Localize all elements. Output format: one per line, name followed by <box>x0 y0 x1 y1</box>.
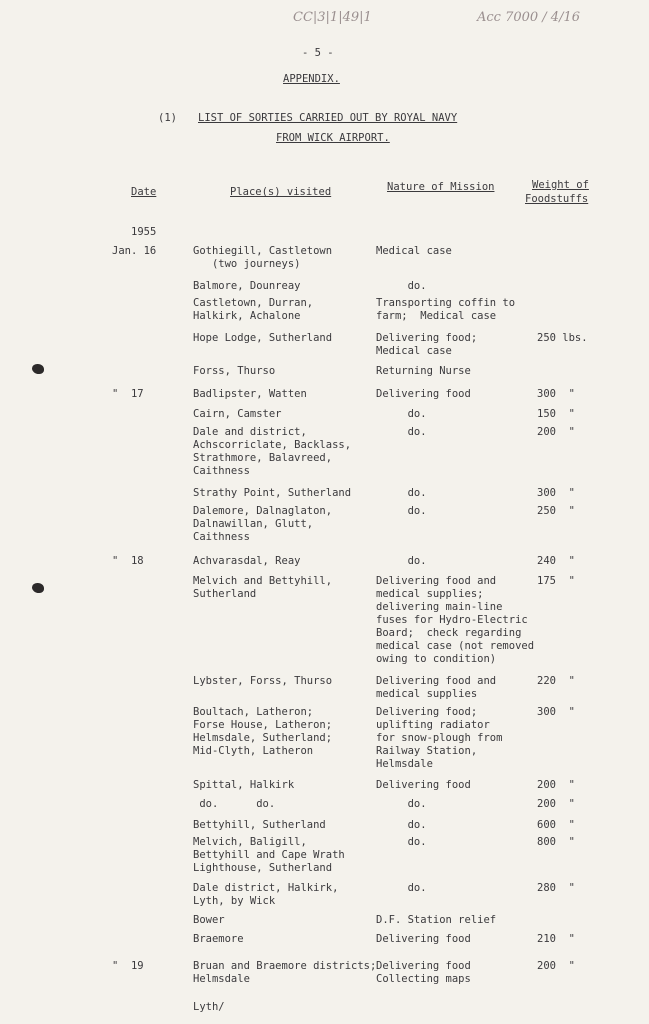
row-place-cell: Badlipster, Watten <box>193 388 307 400</box>
row-nature-cell: do. <box>376 426 427 438</box>
year-label: 1955 <box>131 226 157 238</box>
row-weight-cell: 220 " <box>537 675 575 687</box>
row-nature-cell: D.F. Station relief <box>376 914 497 926</box>
row-place-cell: Braemore <box>193 933 244 945</box>
row-weight-cell: 800 " <box>537 836 575 848</box>
row-date-cell: " 19 <box>112 960 144 972</box>
list-number: (1) <box>158 112 177 124</box>
row-place-cell: Dale and district, Achscorriclate, Backlass, Strathmore, Balavreed, Caithness <box>193 426 352 477</box>
row-place-cell: Spittal, Halkirk <box>193 779 295 791</box>
row-place-cell: Lybster, Forss, Thurso <box>193 675 333 687</box>
row-weight-cell: 200 " <box>537 779 575 791</box>
row-nature-cell: do. <box>376 408 427 420</box>
row-place-cell: Bruan and Braemore districts; Helmsdale <box>193 960 377 985</box>
row-nature-cell: Medical case <box>376 245 452 257</box>
row-nature-cell: Delivering food and medical supplies <box>376 675 497 700</box>
row-weight-cell: 150 " <box>537 408 575 420</box>
list-title-line-2: FROM WICK AIRPORT. <box>276 132 390 144</box>
column-header-place: Place(s) visited <box>230 186 332 198</box>
row-weight-cell: 175 " <box>537 575 575 587</box>
archive-reference-right: Acc 7000 / 4/16 <box>477 10 581 25</box>
appendix-heading: APPENDIX. <box>283 73 340 85</box>
row-nature-cell: do. <box>376 280 427 292</box>
column-header-weight-line-1: Weight of <box>532 179 589 191</box>
row-nature-cell: Delivering food <box>376 388 471 400</box>
row-nature-cell: Delivering food; Medical case <box>376 332 478 357</box>
row-place-cell: Dale district, Halkirk, Lyth, by Wick <box>193 882 339 907</box>
row-place-cell: Strathy Point, Sutherland <box>193 487 352 499</box>
row-date-cell: " 18 <box>112 555 144 567</box>
row-nature-cell: Returning Nurse <box>376 365 471 377</box>
row-place-cell: Castletown, Durran, Halkirk, Achalone <box>193 297 314 322</box>
row-weight-cell: 200 " <box>537 798 575 810</box>
column-header-weight-line-2: Foodstuffs <box>525 193 589 205</box>
row-place-cell: Bower <box>193 914 225 926</box>
list-title-line-1: LIST OF SORTIES CARRIED OUT BY ROYAL NAVY <box>198 112 458 124</box>
row-weight-cell: 600 " <box>537 819 575 831</box>
row-nature-cell: do. <box>376 798 427 810</box>
column-header-nature: Nature of Mission <box>387 181 495 193</box>
row-nature-cell: do. <box>376 487 427 499</box>
row-nature-cell: Transporting coffin to farm; Medical case <box>376 297 516 322</box>
row-weight-cell: 200 " <box>537 426 575 438</box>
row-place-cell: Hope Lodge, Sutherland <box>193 332 333 344</box>
row-place-cell: Melvich, Baligill, Bettyhill and Cape Wrath Lighthouse, Sutherland <box>193 836 345 874</box>
row-nature-cell: do. <box>376 882 427 894</box>
row-weight-cell: 200 " <box>537 960 575 972</box>
row-nature-cell: Delivering food; uplifting radiator for snow-plough from Railway Station, Helmsdale <box>376 706 503 770</box>
row-place-cell: Boultach, Latheron; Forse House, Latheron; Helmsdale, Sutherland; Mid-Clyth, Latheron <box>193 706 333 757</box>
punch-hole-mark <box>32 364 44 374</box>
row-weight-cell: 250 " <box>537 505 575 517</box>
row-nature-cell: do. <box>376 819 427 831</box>
row-place-cell: Balmore, Dounreay <box>193 280 301 292</box>
row-place-cell: Cairn, Camster <box>193 408 282 420</box>
row-place-cell: Achvarasdal, Reay <box>193 555 301 567</box>
row-place-cell: Lyth/ <box>193 1001 225 1013</box>
row-weight-cell: 280 " <box>537 882 575 894</box>
row-weight-cell: 240 " <box>537 555 575 567</box>
row-weight-cell: 300 " <box>537 388 575 400</box>
punch-hole-mark <box>32 583 44 593</box>
row-date-cell: " 17 <box>112 388 144 400</box>
row-nature-cell: do. <box>376 555 427 567</box>
row-nature-cell: do. <box>376 505 427 517</box>
row-place-cell: Dalemore, Dalnaglaton, Dalnawillan, Glutt, Caithness <box>193 505 333 543</box>
column-header-date: Date <box>131 186 157 198</box>
row-place-cell: Bettyhill, Sutherland <box>193 819 326 831</box>
row-nature-cell: Delivering food and medical supplies; delivering main-line fuses for Hydro-Electric Board; check regarding medical case (not removed owing to condition) <box>376 575 535 665</box>
row-weight-cell: 250 lbs. <box>537 332 588 344</box>
row-place-cell: do. do. <box>193 798 276 810</box>
archive-reference-left: CC|3|1|49|1 <box>293 10 372 25</box>
row-date-cell: Jan. 16 <box>112 245 157 257</box>
row-place-cell: Forss, Thurso <box>193 365 276 377</box>
row-nature-cell: Delivering food <box>376 779 471 791</box>
row-place-cell: Gothiegill, Castletown (two journeys) <box>193 245 333 270</box>
row-weight-cell: 210 " <box>537 933 575 945</box>
page-number: - 5 - <box>302 47 334 59</box>
row-weight-cell: 300 " <box>537 487 575 499</box>
row-weight-cell: 300 " <box>537 706 575 718</box>
row-nature-cell: Delivering food <box>376 933 471 945</box>
row-nature-cell: do. <box>376 836 427 848</box>
row-nature-cell: Delivering food Collecting maps <box>376 960 471 985</box>
row-place-cell: Melvich and Bettyhill, Sutherland <box>193 575 333 600</box>
